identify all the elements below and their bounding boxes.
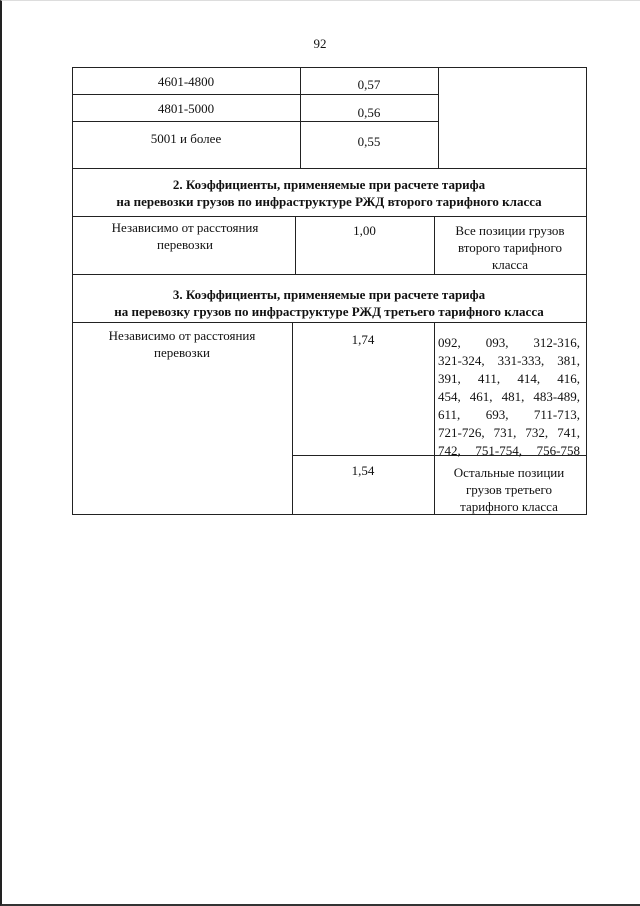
cargo-codes-line: 611, 693, 711-713, <box>438 407 580 422</box>
cargo-codes-line: 391, 411, 414, 416, <box>438 371 580 386</box>
coefficient-cell: 1,74 <box>351 332 375 347</box>
section2-heading-line1: 2. Коэффициенты, применяемые при расчете тарифа <box>172 177 486 192</box>
range-cell: 5001 и более <box>150 131 222 146</box>
range-cell: 4801-5000 <box>157 101 215 116</box>
cargo-codes-line: 742, 751-754, 756-758 <box>438 443 580 458</box>
section2-heading-line2: на перевозки грузов по инфраструктуре РЖД второго тарифного класса <box>116 194 542 209</box>
coefficient-cell: 0,55 <box>357 134 381 149</box>
cargo-codes-line: 321-324, 331-333, 381, <box>438 353 580 368</box>
cargo-codes-list <box>438 334 580 460</box>
section3-heading-line1: 3. Коэффициенты, применяемые при расчете тарифа <box>172 287 486 302</box>
distance-cell: Независимо от расстояния перевозки <box>108 328 256 360</box>
section2-heading <box>72 176 586 210</box>
coefficient-cell: 0,56 <box>357 105 381 120</box>
coefficient-cell: 1,00 <box>353 223 376 238</box>
page-number: 92 <box>313 36 327 51</box>
positions-cell: Остальные позиции грузов третьего тарифного класса <box>453 465 565 514</box>
coefficient-cell: 1,54 <box>351 463 375 478</box>
distance-cell: Независимо от расстояния перевозки <box>111 220 259 252</box>
cargo-codes-line: 454, 461, 481, 483-489, <box>438 389 580 404</box>
section3-heading-line2: на перевозку грузов по инфраструктуре РЖД третьего тарифного класса <box>114 304 544 319</box>
section3-heading <box>72 286 586 320</box>
cargo-codes-line: 721-726, 731, 732, 741, <box>438 425 580 440</box>
range-cell: 4601-4800 <box>157 74 215 89</box>
coefficient-cell: 0,57 <box>357 77 381 92</box>
positions-cell: Все позиции грузов второго тарифного класса <box>455 223 565 272</box>
cargo-codes-line: 092, 093, 312-316, <box>438 335 580 350</box>
